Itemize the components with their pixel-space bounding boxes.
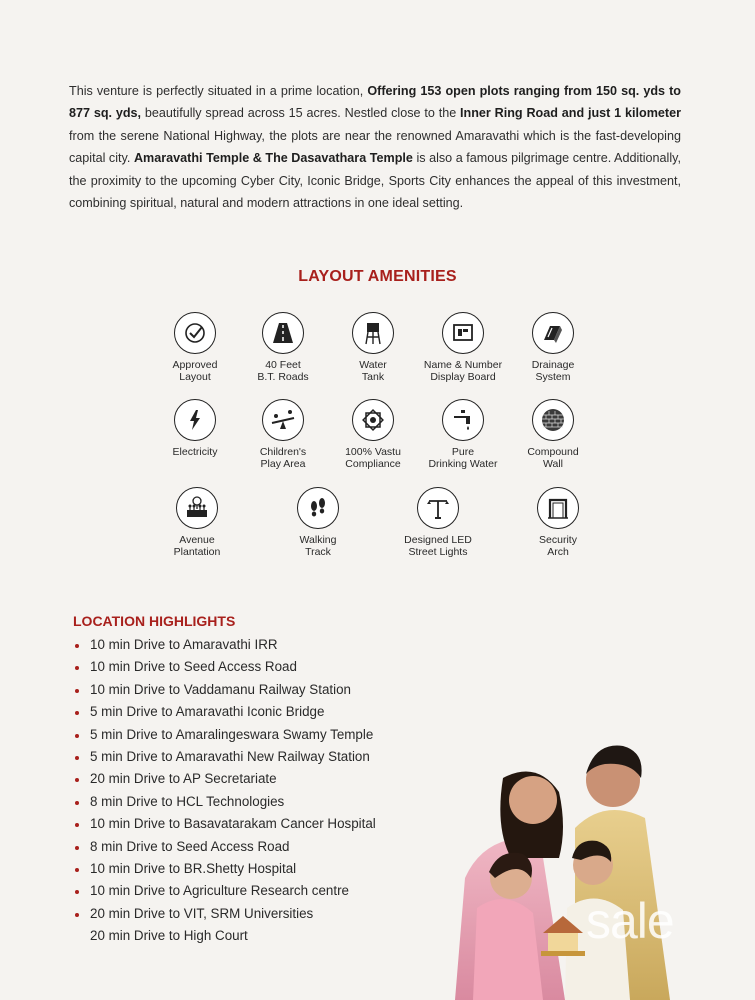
- location-highlights-list: [73, 634, 376, 947]
- amenity-label: Pure Drinking Water: [428, 446, 498, 470]
- water-tank-icon: [352, 312, 394, 354]
- bullet-icon: [75, 868, 79, 872]
- amenity-label: Walking Track: [299, 534, 337, 558]
- amenity-label: Children's Play Area: [259, 446, 307, 470]
- list-item: [73, 880, 376, 902]
- list-item-label: 8 min Drive to Seed Access Road: [90, 838, 290, 854]
- list-item-label: 5 min Drive to Amaravathi New Railway Station: [90, 748, 370, 764]
- amenity-avenue-plantation: [142, 487, 252, 558]
- street-light-icon: [417, 487, 459, 529]
- bullet-icon: [75, 689, 79, 693]
- list-item: [73, 656, 376, 678]
- amenity-label: 100% Vastu Compliance: [345, 446, 401, 470]
- electricity-icon: [174, 399, 216, 441]
- list-item-label: 10 min Drive to Amaravathi IRR: [90, 637, 278, 652]
- check-icon: [174, 312, 216, 354]
- amenity-security-arch: [503, 487, 613, 558]
- list-item-label: 5 min Drive to Amaralingeswara Swamy Temple: [90, 726, 374, 742]
- watermark-text: sale: [586, 893, 674, 949]
- list-item: [73, 746, 376, 768]
- amenity-label: Designed LED Street Lights: [404, 534, 472, 558]
- amenity-walking-track: [263, 487, 373, 558]
- bullet-icon: [75, 846, 79, 850]
- bullet-icon: [75, 711, 79, 715]
- road-icon: [262, 312, 304, 354]
- amenity-compound-wall: [498, 399, 608, 470]
- bullet-icon: [75, 823, 79, 827]
- intro-highlight-plots: Offering 153 open plots ranging from 150 sq. yds to 877 sq. yds,: [69, 84, 681, 121]
- list-item: [73, 813, 376, 835]
- amenity-label: Water Tank: [359, 359, 387, 383]
- intro-text-2: beautifully spread across 15 acres. Nestled close to the: [141, 106, 461, 121]
- intro-text-1: This venture is perfectly situated in a prime location,: [69, 84, 368, 98]
- layout-amenities-title: LAYOUT AMENITIES: [298, 268, 457, 285]
- list-item-label: 10 min Drive to BR.Shetty Hospital: [90, 860, 297, 876]
- list-item-label: 20 min Drive to High Court: [90, 928, 248, 944]
- list-item-label: 10 min Drive to Basavatarakam Cancer Hospital: [90, 816, 376, 832]
- list-item-label: 10 min Drive to Agriculture Research centre: [90, 883, 349, 899]
- list-item-label: 20 min Drive to VIT, SRM Universities: [90, 905, 314, 921]
- display-board-icon: [442, 312, 484, 354]
- tap-icon: [442, 399, 484, 441]
- list-item: [73, 858, 376, 880]
- list-item-label: 10 min Drive to Seed Access Road: [90, 659, 297, 675]
- list-item: [73, 791, 376, 813]
- drainage-icon: [532, 312, 574, 354]
- bullet-icon: [75, 756, 79, 760]
- amenity-drainage: [498, 312, 608, 383]
- list-item-label: 5 min Drive to Amaravathi Iconic Bridge: [90, 704, 325, 720]
- bullet-icon: [75, 734, 79, 738]
- list-item-label: 20 min Drive to AP Secretariate: [90, 771, 277, 787]
- amenity-label: Electricity: [172, 446, 218, 458]
- list-item: [73, 701, 376, 723]
- amenity-label: Approved Layout: [172, 359, 218, 383]
- intro-text-4: is also a famous pilgrimage centre. Additionally, the proximity to the upcoming Cyber City, Iconic Bridge, Sports City enhances the appeal of this investment, combining spiritual, natural and modern attractions in one ideal setting.: [69, 151, 682, 211]
- bullet-icon: [75, 666, 79, 670]
- footprints-icon: [297, 487, 339, 529]
- bullet-icon: [75, 890, 79, 894]
- vastu-icon: [352, 399, 394, 441]
- list-item: [73, 768, 376, 790]
- bullet-icon: [75, 801, 79, 805]
- bullet-icon: [75, 913, 79, 917]
- amenity-label: 40 Feet B.T. Roads: [257, 359, 309, 383]
- amenity-label: Compound Wall: [527, 446, 579, 470]
- list-item: [73, 836, 376, 858]
- list-item: [73, 903, 376, 925]
- family-photo: [455, 738, 755, 1000]
- amenity-label: Drainage System: [531, 359, 575, 383]
- list-item: [73, 724, 376, 746]
- security-arch-icon: [537, 487, 579, 529]
- intro-text-3: from the serene National Highway, the plots are near the renowned Amaravathi which is the fast-developing capital city.: [69, 128, 681, 166]
- location-highlights-title: LOCATION HIGHLIGHTS: [73, 613, 236, 629]
- amenity-label: Name & Number Display Board: [423, 359, 503, 383]
- list-item: [73, 634, 376, 656]
- seesaw-icon: [262, 399, 304, 441]
- intro-paragraph: [69, 80, 681, 214]
- bullet-icon: [75, 778, 79, 782]
- brick-wall-icon: [532, 399, 574, 441]
- intro-highlight-ring-road: Inner Ring Road and just 1 kilometer: [460, 106, 682, 121]
- bullet-icon: [75, 644, 79, 648]
- list-item-label: 8 min Drive to HCL Technologies: [90, 793, 285, 809]
- amenity-label: Security Arch: [539, 534, 577, 558]
- intro-highlight-temples: Amaravathi Temple & The Dasavathara Temple: [133, 151, 413, 166]
- plantation-icon: [176, 487, 218, 529]
- amenity-label: Avenue Plantation: [173, 534, 221, 558]
- list-item-label: 10 min Drive to Vaddamanu Railway Station: [90, 681, 351, 697]
- list-item: [73, 679, 376, 701]
- list-item: [73, 925, 376, 947]
- amenity-street-lights: [383, 487, 493, 558]
